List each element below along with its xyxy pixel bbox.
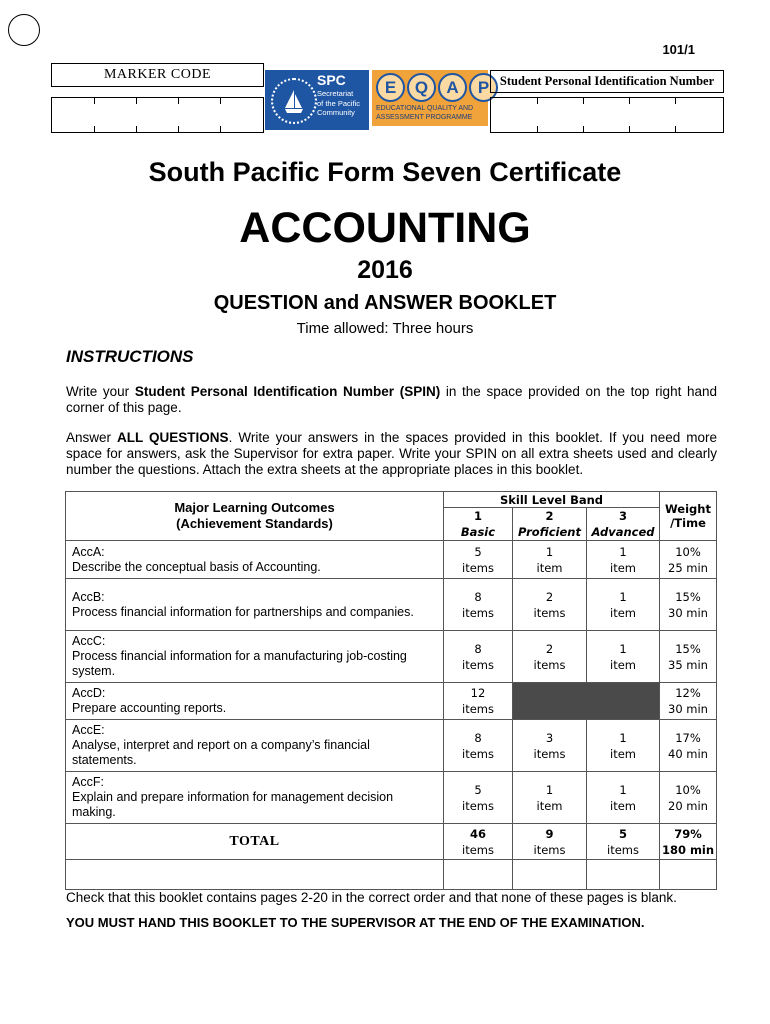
spc-logo-text: Secretariat of the Pacific Community [317,89,360,117]
instruction-answer-all: Answer ALL QUESTIONS. Write your answers in the spaces provided in this booklet. If you need more space for answers, ask the Supervisor for extra paper. Write your SPIN on all extra sheets used and clearly number the questions. Attach the extra sheets at the appropriate places in this booklet. [66,430,717,477]
marker-code-box[interactable] [51,97,264,133]
certificate-title: South Pacific Form Seven Certificate [148,157,622,187]
table-row: AccF: Explain and prepare information for management decision making. 5 items 1 item 1 item 10% 20 min [66,772,717,824]
table-blank-row [66,860,717,890]
spc-emblem-icon [271,78,317,124]
instruction-spin: Write your Student Personal Identification Number (SPIN) in the space provided on the top right hand corner of this page. [66,384,718,415]
eqap-letter: A [438,73,467,102]
level-2-num: 2 [513,508,587,524]
time-allowed: Time allowed: Three hours [296,320,474,337]
level-1-name: Basic [444,524,513,541]
paper-code: 101/1 [662,42,695,57]
shaded-cell [513,683,660,720]
weight-header: Weight /Time [660,492,717,541]
subject-title: ACCOUNTING [239,204,531,252]
table-total-row: TOTAL 46 items 9 items 5 items 79% 180 min [66,824,717,860]
table-row: AccC: Process financial information for a manufacturing job-costing system. 8 items 2 items 1 item 15% 35 min [66,631,717,683]
table-row: AccE: Analyse, interpret and report on a company’s financial statements. 8 items 3 items 1 item 17% 40 min [66,720,717,772]
level-3-name: Advanced [587,524,660,541]
eqap-letter: Q [407,73,436,102]
hand-in-notice: YOU MUST HAND THIS BOOKLET TO THE SUPERVISOR AT THE END OF THE EXAMINATION. [66,915,645,930]
level-3-num: 3 [587,508,660,524]
corner-circle-mark [8,14,40,46]
eqap-letter: E [376,73,405,102]
spc-logo [265,70,369,130]
table-row: AccD: Prepare accounting reports. 12 items 12% 30 min [66,683,717,720]
eqap-letter: P [469,73,498,102]
instructions-heading: INSTRUCTIONS [66,347,194,366]
exam-year: 2016 [357,256,413,284]
lo-header: Major Learning Outcomes (Achievement Standards) [66,492,444,541]
booklet-title: QUESTION and ANSWER BOOKLET [213,292,557,314]
level-2-name: Proficient [513,524,587,541]
spc-logo-title: SPC [317,72,346,88]
skill-band-header: Skill Level Band [444,492,660,508]
spin-label: Student Personal Identification Number [490,70,724,93]
table-row: AccA: Describe the conceptual basis of Accounting. 5 items 1 item 1 item 10% 25 min [66,541,717,579]
learning-outcomes-table [65,491,717,890]
spin-entry-box[interactable] [490,97,724,133]
eqap-logo [372,70,488,126]
level-1-num: 1 [444,508,513,524]
marker-code-label: MARKER CODE [51,63,264,87]
page-check-note: Check that this booklet contains pages 2-20 in the correct order and that none of these pages is blank. [66,890,677,905]
eqap-logo-text: EDUCATIONAL QUALITY AND ASSESSMENT PROGRAMME [376,105,474,121]
table-row: AccB: Process financial information for partnerships and companies. 8 items 2 items 1 item 15% 30 min [66,579,717,631]
